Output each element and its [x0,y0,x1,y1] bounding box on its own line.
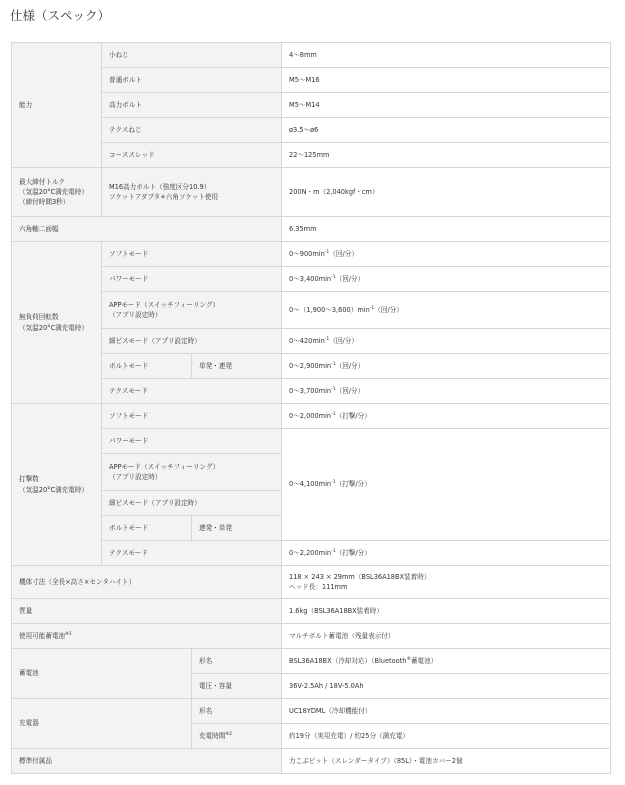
accessories-label: 標準付属品 [12,749,282,774]
table-row [12,168,611,217]
table-row [12,404,611,429]
table-row [12,329,611,354]
speed-soft-value: $0\sim 900\min^{-1}$（回/分） [282,242,611,267]
table-row [12,43,611,68]
table-row [12,217,611,242]
accessories-value: 力こぶビット（スレンダータイプ）（85L）・電池カバー2個 [282,749,611,774]
spec-table [11,42,611,774]
battery-voltage-value: 36V-2.5Ah / 18V-5.0Ah [282,674,611,699]
speed-bolt-value: $0\sim 2,900\min^{-1}$（回/分） [282,354,611,379]
speed-power-label: パワーモード [102,267,282,292]
normal-bolt-label: 普通ボルト [102,68,282,93]
high-tension-bolt-value: M5～M14 [282,93,611,118]
impact-rate-label: 打撃数 （気温20°C満充電時） [12,404,102,566]
impact-soft-label: ソフトモード [102,404,282,429]
speed-power-value: $0\sim 3,400\min^{-1}$（回/分） [282,267,611,292]
hex-shank-value: 6.35mm [282,217,611,242]
impact-power-label: パワーモード [102,429,282,454]
table-row [12,624,611,649]
no-load-speed-label: 無負荷回転数 （気温20°C満充電時） [12,242,102,404]
table-row [12,354,611,379]
high-tension-bolt-label: 高力ボルト [102,93,282,118]
page-title: 仕様（スペック） [10,8,111,23]
weight-value: 1.6kg（BSL36A18BX装着時） [282,599,611,624]
charger-label: 充電器 [12,699,192,749]
table-row [12,93,611,118]
charge-time-label: 充電時間$^{※2}$ [192,724,282,749]
coarse-thread-value: 22～125mm [282,143,611,168]
table-row [12,599,611,624]
impact-tek-label: テクスモード [102,541,282,566]
speed-soft-label: ソフトモード [102,242,282,267]
table-row [12,699,611,724]
hex-shank-label: 六角軸二面幅 [12,217,282,242]
charger-model-value: UC18YDML（冷却機能付） [282,699,611,724]
speed-fine-screw-value: $0\sim 420\min^{-1}$（回/分） [282,329,611,354]
table-row [12,429,611,454]
battery-model-label: 形名 [192,649,282,674]
dimensions-label: 機体寸法（全長×高さ×センタハイト） [12,566,282,599]
speed-fine-screw-label: 細ビスモード（アプリ設定時） [102,329,282,354]
tek-screw-value: ø3.5～ø6 [282,118,611,143]
charge-time-value: 約19分（実用充電）/ 約25分（満充電） [282,724,611,749]
small-screw-value: 4～8mm [282,43,611,68]
impact-soft-value: $0\sim 2,000\min^{-1}$（打撃/分） [282,404,611,429]
impact-fine-screw-label: 細ビスモード（アプリ設定時） [102,491,282,516]
max-torque-condition: M16高力ボルト（強度区分10.9） ソケットアダプタ+六角ソケット使用 [102,168,282,217]
speed-bolt-sub-label: 単発・連発 [192,354,282,379]
table-row [12,649,611,674]
impact-tek-value: $0\sim 2,200\min^{-1}$（打撃/分） [282,541,611,566]
max-torque-value: 200N・m（2,040kgf・cm） [282,168,611,217]
weight-label: 質量 [12,599,282,624]
table-row [12,143,611,168]
impact-app-label: APPモード（スイッチフィーリング） （アプリ設定時） [102,454,282,491]
coarse-thread-label: コーススレッド [102,143,282,168]
table-row [12,68,611,93]
speed-tek-label: テクスモード [102,379,282,404]
table-row [12,566,611,599]
speed-app-label: APPモード（スイッチフィーリング） （アプリ設定時） [102,292,282,329]
battery-model-value: BSL36A18BX（冷却対応）（Bluetooth®蓄電池） [282,649,611,674]
capacity-label: 能力 [12,43,102,168]
table-row [12,541,611,566]
battery-voltage-label: 電圧・容量 [192,674,282,699]
usable-battery-value: マルチボルト蓄電池（残量表示付） [282,624,611,649]
max-torque-label: 最大締付トルク （気温20°C満充電時） （締付時間3秒） [12,168,102,217]
small-screw-label: 小ねじ [102,43,282,68]
speed-bolt-label: ボルトモード [102,354,192,379]
usable-battery-label: 使用可能蓄電池$^{※1}$ [12,624,282,649]
table-row [12,118,611,143]
impact-bolt-label: ボルトモード [102,516,192,541]
impact-bolt-sub-label: 連発・単発 [192,516,282,541]
table-row [12,749,611,774]
dimensions-value: 118 × 243 × 29mm（BSL36A18BX装着時） ヘッド長：111mm [282,566,611,599]
table-row [12,267,611,292]
speed-tek-value: $0\sim 3,700\min^{-1}$（回/分） [282,379,611,404]
table-row [12,292,611,329]
impact-shared-value: $0\sim 4,100\min^{-1}$（打撃/分） [282,429,611,541]
charger-model-label: 形名 [192,699,282,724]
tek-screw-label: テクスねじ [102,118,282,143]
battery-label: 蓄電池 [12,649,192,699]
table-row [12,242,611,267]
table-row [12,379,611,404]
speed-app-value: $0\sim(1,900\sim 3,600)\min^{-1}$（回/分） [282,292,611,329]
normal-bolt-value: M5～M16 [282,68,611,93]
